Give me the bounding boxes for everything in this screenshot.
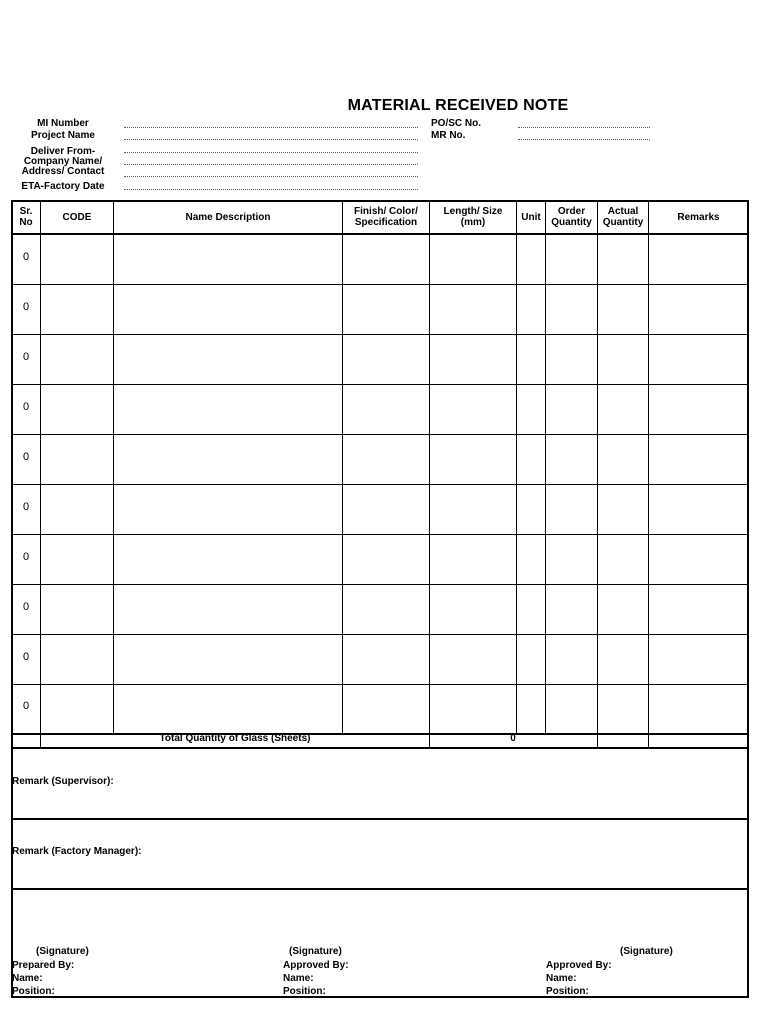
prepared-by-label: Prepared By: <box>12 960 75 971</box>
approved-name-label-1: Name: <box>283 973 314 984</box>
table-row-sr-no: 0 <box>22 551 30 563</box>
table-row-sr-no: 0 <box>22 601 30 613</box>
row-divider <box>11 484 749 485</box>
remark-divider <box>11 888 749 890</box>
row-divider <box>11 334 749 335</box>
col-header-unit: Unit <box>521 211 541 223</box>
company-name-field[interactable] <box>124 164 418 165</box>
company-name-label: Company Name/ <box>23 156 103 167</box>
mr-no-label: MR No. <box>431 130 466 141</box>
col-header-remarks: Remarks <box>677 211 720 223</box>
total-quantity-value: 0 <box>510 733 516 744</box>
remark-divider <box>11 818 749 820</box>
col-header-order-quantity: Order Quantity <box>551 206 592 228</box>
row-divider <box>11 534 749 535</box>
mi-number-label: MI Number <box>37 118 89 129</box>
row-divider <box>11 434 749 435</box>
remark-factory-manager-label: Remark (Factory Manager): <box>12 846 142 857</box>
row-divider <box>11 284 749 285</box>
deliver-from-field[interactable] <box>124 152 418 153</box>
prepared-position-label: Position: <box>12 986 55 997</box>
total-quantity-label: Total Quantity of Glass (Sheets) <box>159 733 311 744</box>
remark-supervisor-label: Remark (Supervisor): <box>12 776 114 787</box>
approved-by-label-1: Approved By: <box>283 960 349 971</box>
table-row-sr-no: 0 <box>22 700 30 712</box>
row-divider <box>11 584 749 585</box>
po-sc-no-label: PO/SC No. <box>431 118 482 129</box>
col-divider <box>342 200 343 734</box>
col-divider <box>113 200 114 734</box>
total-row-bottom <box>11 747 749 749</box>
col-header-length-size: Length/ Size (mm) <box>443 206 503 228</box>
approved-position-label-2: Position: <box>546 986 589 997</box>
table-row-sr-no: 0 <box>22 651 30 663</box>
document-title: MATERIAL RECEIVED NOTE <box>347 97 569 114</box>
col-header-actual-quantity: Actual Quantity <box>602 206 644 228</box>
signature-label-approved-2: (Signature) <box>620 946 673 957</box>
material-table <box>11 200 749 998</box>
approved-name-label-2: Name: <box>546 973 577 984</box>
col-header-name-description: Name Description <box>185 211 271 223</box>
approved-position-label-1: Position: <box>283 986 326 997</box>
mi-number-field[interactable] <box>124 127 418 128</box>
table-row-sr-no: 0 <box>22 251 30 263</box>
signature-label-approved-1: (Signature) <box>289 946 342 957</box>
approved-by-label-2: Approved By: <box>546 960 612 971</box>
table-row-sr-no: 0 <box>22 451 30 463</box>
col-divider <box>516 200 517 734</box>
deliver-from-label: Deliver From- <box>30 146 96 157</box>
col-divider <box>545 200 546 734</box>
row-divider <box>11 384 749 385</box>
col-divider <box>648 200 649 748</box>
address-contact-label: Address/ Contact <box>21 166 105 177</box>
col-header-finish-color-specification: Finish/ Color/ Specification <box>354 206 418 228</box>
project-name-label: Project Name <box>31 130 95 141</box>
table-row-sr-no: 0 <box>22 351 30 363</box>
mr-no-field[interactable] <box>518 139 650 140</box>
po-sc-no-field[interactable] <box>518 127 650 128</box>
row-divider <box>11 634 749 635</box>
prepared-name-label: Name: <box>12 973 43 984</box>
eta-factory-date-label: ETA-Factory Date <box>21 181 105 192</box>
col-divider <box>40 200 41 748</box>
table-row-sr-no: 0 <box>22 301 30 313</box>
eta-factory-date-field[interactable] <box>124 189 418 190</box>
row-divider <box>11 684 749 685</box>
col-header-code: CODE <box>62 211 92 223</box>
col-divider <box>429 200 430 748</box>
address-contact-field[interactable] <box>124 176 418 177</box>
project-name-field[interactable] <box>124 139 418 140</box>
col-divider <box>597 200 598 748</box>
signature-label-prepared: (Signature) <box>36 946 89 957</box>
col-header-sr-no: Sr. No <box>19 206 33 228</box>
table-row-sr-no: 0 <box>22 501 30 513</box>
table-row-sr-no: 0 <box>22 401 30 413</box>
